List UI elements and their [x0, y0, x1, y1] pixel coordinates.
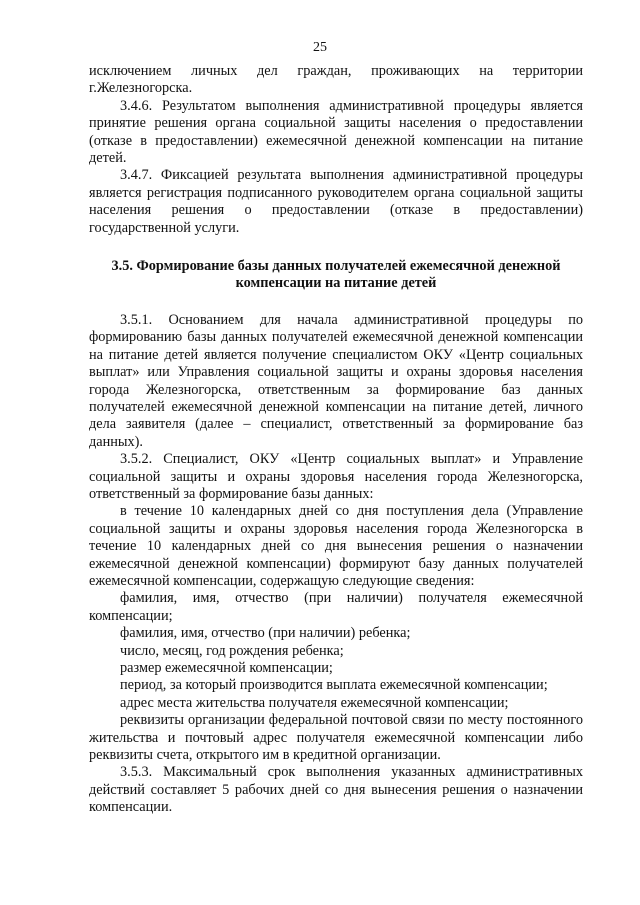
list-item-child-name: фамилия, имя, отчество (при наличии) ребенка;	[120, 625, 411, 642]
list-item-residence-address: адрес места жительства получателя ежемесячной компенсации;	[120, 694, 509, 711]
list-item-child-birthdate: число, месяц, год рождения ребенка;	[120, 642, 344, 659]
paragraph-3-5-1: 3.5.1. Основанием для начала административной процедуры по формированию базы данных получателей ежемесячной денежной компенсации на питание детей является получение специалистом ОКУ «Центр социальных выплат» или Управления социальной защиты и охраны здоровья населения города Железногорска, ответственным за формирование баз данных получателей ежемесячной денежной компенсации на питание детей, личного дела заявителя (далее – специалист, ответственный за формирование баз данных).	[89, 311, 583, 450]
list-item-recipient-name: фамилия, имя, отчество (при наличии) получателя ежемесячной компенсации;	[89, 590, 583, 624]
paragraph-deadline: в течение 10 календарных дней со дня поступления дела (Управление социальной защиты и охраны здоровья населения города Железногорска в течение 10 календарных дней со дня вынесения решения о назначении ежемесячной денежной компенсации) формируют базу данных получателей ежемесячной компенсации, содержащую следующие сведения:	[89, 503, 583, 589]
list-item-bank-details: реквизиты организации федеральной почтовой связи по месту постоянного жительства и почтовый адрес получателя ежемесячной компенсации либо реквизиты счета, открытого им в кредитной организации.	[89, 712, 583, 764]
paragraph-continuation: исключением личных дел граждан, проживающих на территории г.Железногорска.	[89, 63, 583, 97]
paragraph-3-4-7: 3.4.7. Фиксацией результата выполнения административной процедуры является регистрация подписанного руководителем органа социальной защиты населения решения о предоставлении (отказе в предоставлении) государственной услуги.	[89, 167, 583, 236]
section-heading-3-5: 3.5. Формирование базы данных получателей ежемесячной денежной компенсации на питание детей	[111, 258, 561, 292]
paragraph-3-4-6: 3.4.6. Результатом выполнения административной процедуры является принятие решения органа социальной защиты населения о предоставлении (отказе в предоставлении) ежемесячной денежной компенсации на питание детей.	[89, 97, 583, 167]
paragraph-3-5-2: 3.5.2. Специалист, ОКУ «Центр социальных выплат» и Управление социальной защиты и охраны здоровья населения города Железногорска, ответственный за формирование базы данных:	[89, 451, 583, 502]
list-item-compensation-size: размер ежемесячной компенсации;	[120, 660, 333, 676]
document-body	[89, 63, 583, 817]
paragraph-3-5-3: 3.5.3. Максимальный срок выполнения указанных административных действий составляет 5 рабочих дней со дня вынесения решения о назначении компенсации.	[89, 764, 583, 816]
list-item-payment-period: период, за который производится выплата ежемесячной компенсации;	[120, 677, 548, 694]
page-number: 25	[313, 40, 327, 55]
